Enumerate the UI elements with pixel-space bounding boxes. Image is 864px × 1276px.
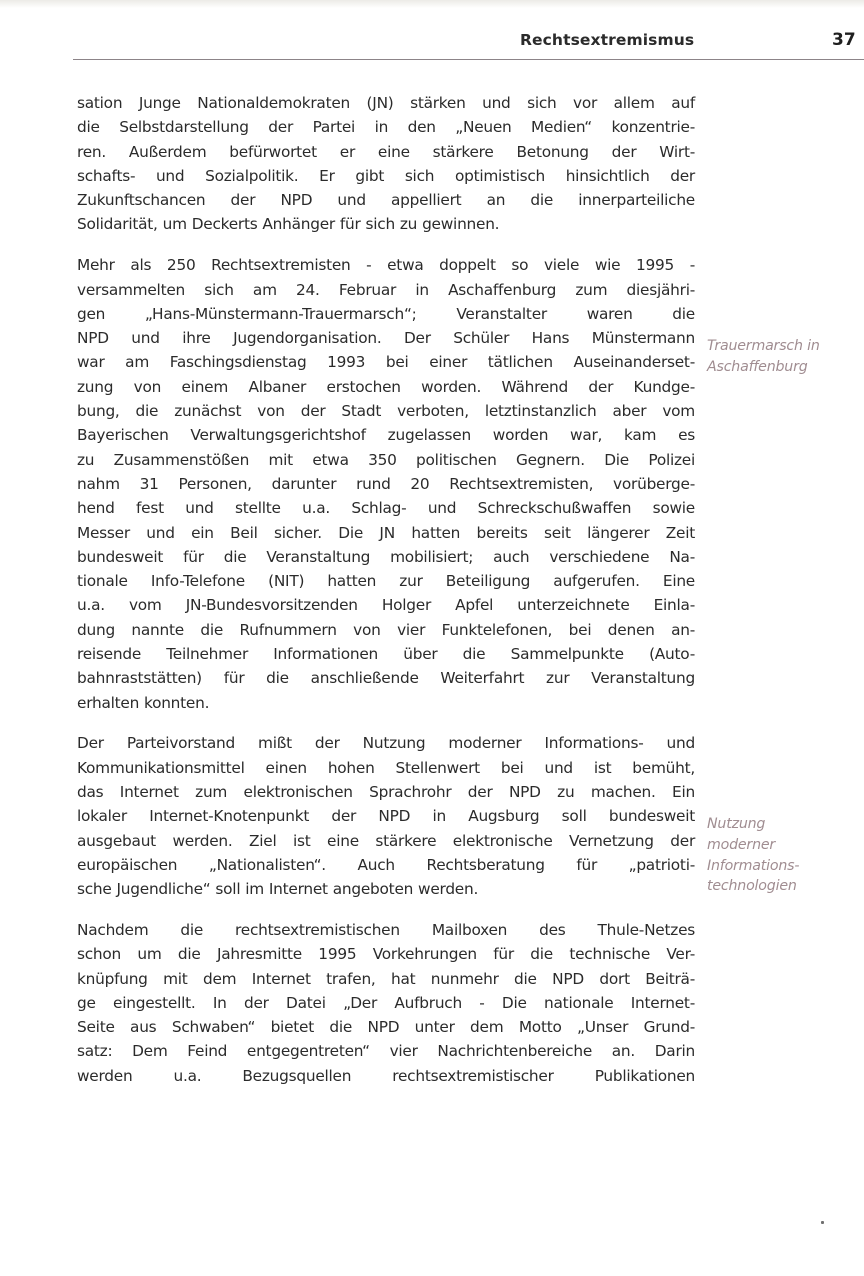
- text-line: bundesweit für die Veranstaltung mobilisiert; auch verschiedene Na-: [77, 547, 695, 566]
- text-line: ren. Außerdem befürwortet er eine stärkere Betonung der Wirt-: [77, 142, 695, 161]
- text-line: die Selbstdarstellung der Partei in den „Neuen Medien“ konzentrie-: [77, 118, 695, 137]
- running-header: [0, 30, 864, 54]
- text-line: satz: Dem Feind entgegentreten“ vier Nachrichtenbereiche an. Darin: [77, 1042, 695, 1061]
- text-line: sche Jugendliche“ soll im Internet angeboten werden.: [77, 880, 479, 899]
- running-title: Rechtsextremismus: [520, 31, 695, 49]
- scan-speck: [821, 1221, 824, 1224]
- text-line: Kommunikationsmittel einen hohen Stellenwert bei und ist bemüht,: [77, 758, 695, 777]
- header-rule: [73, 59, 864, 60]
- text-line: europäischen „Nationalisten“. Auch Rechtsberatung für „patrioti-: [77, 855, 695, 874]
- paragraph-trauermarsch: [77, 253, 695, 715]
- text-line: zung von einem Albaner erstochen worden. Während der Kundge-: [77, 377, 695, 396]
- text-line: Nachdem die rechtsextremistischen Mailboxen des Thule-Netzes: [77, 921, 695, 939]
- text-line: Mehr als 250 Rechtsextremisten - etwa doppelt so viele wie 1995 -: [77, 256, 695, 275]
- body-column: [77, 91, 695, 1105]
- text-line: Der Parteivorstand mißt der Nutzung moderner Informations- und: [77, 734, 695, 753]
- text-line: dung nannte die Rufnummern von vier Funktelefonen, bei denen an-: [77, 620, 695, 639]
- margin-note-line: Nutzung: [707, 816, 766, 832]
- text-line: NPD und ihre Jugendorganisation. Der Schüler Hans Münstermann: [77, 329, 695, 348]
- text-line: zu Zusammenstößen mit etwa 350 politischen Gegnern. Die Polizei: [77, 450, 695, 469]
- text-line: sation Junge Nationaldemokraten (JN) stärken und sich vor allem auf: [77, 94, 695, 112]
- margin-note-line: Aschaffenburg: [707, 358, 808, 375]
- text-line: tionale Info-Telefone (NIT) hatten zur Beteiligung aufgerufen. Eine: [77, 572, 695, 591]
- text-line: bahnraststätten) für die anschließende Weiterfahrt zur Veranstaltung: [77, 669, 695, 688]
- text-line: gen „Hans-Münstermann-Trauermarsch“; Veranstalter waren die: [77, 304, 695, 323]
- text-line: reisende Teilnehmer Informationen über die Sammelpunkte (Auto-: [77, 645, 695, 664]
- text-line: erhalten konnten.: [77, 693, 210, 712]
- text-line: u.a. vom JN-Bundesvorsitzenden Holger Apfel unterzeichnete Einla-: [77, 596, 695, 615]
- text-line: ausgebaut werden. Ziel ist eine stärkere elektronische Vernetzung der: [77, 831, 695, 850]
- text-line: knüpfung mit dem Internet trafen, hat nunmehr die NPD dort Beiträ-: [77, 969, 695, 988]
- text-line: Seite aus Schwaben“ bietet die NPD unter dem Motto „Unser Grund-: [77, 1018, 695, 1037]
- text-line: war am Faschingsdienstag 1993 bei einer tätlichen Auseinanderset-: [77, 353, 695, 372]
- paragraph-thule-netz: [77, 918, 695, 1088]
- margin-note-trauermarsch: [707, 336, 857, 378]
- scan-top-shadow: [0, 0, 864, 8]
- text-line: schafts- und Sozialpolitik. Er gibt sich optimistisch hinsichtlich der: [77, 166, 695, 185]
- text-line: hend fest und stellte u.a. Schlag- und Schreckschußwaffen sowie: [77, 499, 695, 518]
- text-line: werden u.a. Bezugsquellen rechtsextremistischer Publikationen: [77, 1066, 695, 1085]
- margin-note-line: moderner: [707, 836, 776, 853]
- text-line: versammelten sich am 24. Februar in Aschaffenburg zum diesjähri-: [77, 280, 695, 299]
- text-line: Zukunftschancen der NPD und appelliert an die innerparteiliche: [77, 191, 695, 210]
- margin-note-informationstechnologien: [707, 814, 857, 897]
- text-line: Bayerischen Verwaltungsgerichtshof zugelassen worden war, kam es: [77, 426, 695, 445]
- text-line: Messer und ein Beil sicher. Die JN hatten bereits seit längerer Zeit: [77, 523, 695, 542]
- text-line: schon um die Jahresmitte 1995 Vorkehrungen für die technische Ver-: [77, 945, 695, 964]
- text-line: lokaler Internet-Knotenpunkt der NPD in Augsburg soll bundesweit: [77, 807, 695, 826]
- margin-note-line: Informations-: [707, 857, 800, 874]
- text-line: das Internet zum elektronischen Sprachrohr der NPD zu machen. Ein: [77, 783, 695, 802]
- page-number: 37: [832, 30, 856, 50]
- text-line: bung, die zunächst von der Stadt verboten, letztinstanzlich aber vom: [77, 402, 695, 421]
- text-line: nahm 31 Personen, darunter rund 20 Rechtsextremisten, vorüberge-: [77, 474, 695, 493]
- paragraph-internet-usage: [77, 731, 695, 901]
- margin-note-line: technologien: [707, 878, 797, 895]
- text-line: Solidarität, um Deckerts Anhänger für sich zu gewinnen.: [77, 215, 500, 234]
- text-line: ge eingestellt. In der Datei „Der Aufbruch - Die nationale Internet-: [77, 993, 695, 1012]
- margin-note-line: Trauermarsch in: [707, 338, 820, 354]
- paragraph-jn-media: [77, 91, 695, 237]
